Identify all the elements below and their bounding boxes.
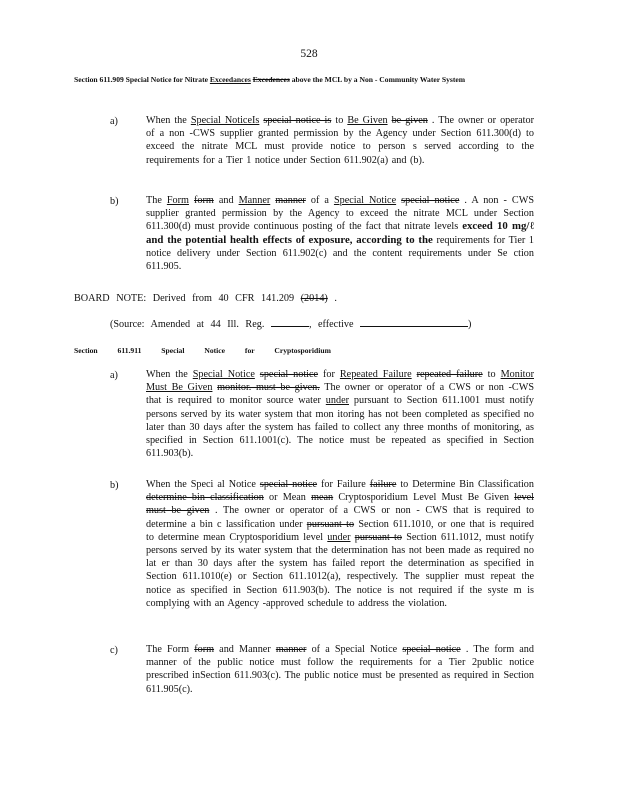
text-run: and bbox=[213, 195, 239, 206]
deleted-text: mean bbox=[311, 492, 334, 504]
inserted-text: Be Given bbox=[347, 115, 388, 126]
paragraph-909-a bbox=[146, 114, 534, 167]
text-run: requirements for Tier 1 notice delivery under Section 611.902(c) and the content requirements under Se ction 611.905. bbox=[146, 234, 534, 273]
inserted-text: under bbox=[327, 531, 351, 543]
inserted-text: Form bbox=[166, 195, 189, 206]
text-run: . A non - CWS supplier granted permission by the Agency to exceed the nitrate MCL under Section 611.300(d) must provide continuous posting of the fact that nitrate levels bbox=[146, 195, 535, 233]
source-note-suffix: ) bbox=[468, 319, 472, 330]
inserted-text: under bbox=[325, 395, 349, 407]
deleted-text: special notice bbox=[259, 479, 318, 490]
text-run: Section 611.1010, or one that is required to determine mean Cryptosporidium level bbox=[146, 518, 535, 543]
deleted-text: manner bbox=[275, 644, 307, 655]
text-run: Section 611.911 Special Notice for Cryptosporidium bbox=[74, 346, 331, 355]
inserted-text: Exceedances bbox=[209, 75, 251, 84]
text-run: of a bbox=[305, 195, 334, 206]
register-blank bbox=[271, 317, 309, 327]
deleted-text: form bbox=[193, 195, 214, 206]
deleted-text: be given bbox=[391, 115, 428, 126]
text-run: to Determine Bin Classification bbox=[396, 479, 534, 490]
board-note bbox=[74, 292, 534, 305]
text-run: . The owner or operator of a CWS or non - CWS that is required to determine a bin c lassification under bbox=[146, 505, 535, 530]
text-run: The owner or operator of a CWS or non -CWS that is required to monitor source water bbox=[146, 382, 534, 407]
text-run: above the MCL by a Non - Community Water System bbox=[289, 75, 466, 84]
item-label-909-b: b) bbox=[110, 196, 119, 207]
text-run: pursuant to Section 611.1001 must notify persons served by its water system that mon itoring has not been completed as specified no later than 30 days after the system has failed to collect any three months of monitoring, as specified in Section 611.1001(c). The notice must be repeated as specified in Section 611.903(b). bbox=[146, 395, 535, 460]
source-note-prefix: (Source: Amended at 44 Ill. Reg. bbox=[110, 319, 265, 330]
inserted-text: Monitor Must Be Given bbox=[146, 369, 534, 394]
item-label-911-b: b) bbox=[110, 480, 119, 491]
text-run: When the Speci al Notice bbox=[146, 479, 260, 490]
inserted-text: Repeated Failure bbox=[339, 369, 412, 380]
text-run: for Failure bbox=[317, 479, 370, 490]
source-note bbox=[110, 317, 530, 331]
effective-date-blank bbox=[360, 317, 468, 327]
item-label-911-c: c) bbox=[110, 645, 118, 656]
text-run: The Form bbox=[146, 644, 195, 655]
item-label-909-a: a) bbox=[110, 116, 118, 127]
inserted-text: Special NoticeIs bbox=[190, 115, 260, 126]
inserted-text: Special Notice bbox=[333, 195, 397, 206]
deleted-text: special notice bbox=[402, 644, 461, 655]
section-911-heading bbox=[74, 346, 530, 356]
deleted-text: failure bbox=[369, 479, 397, 490]
source-note-effective: effective bbox=[318, 319, 354, 330]
text-run: of a Special Notice bbox=[306, 644, 403, 655]
text-run: Cryptosporidium Level Must Be Given bbox=[333, 492, 515, 504]
text-run: When the bbox=[146, 115, 191, 126]
paragraph-911-a bbox=[146, 368, 534, 460]
page-number: 528 bbox=[300, 48, 318, 60]
paragraph-909-b bbox=[146, 194, 534, 273]
paragraph-911-b bbox=[146, 478, 534, 610]
inserted-text: Special Notice bbox=[192, 369, 255, 380]
deleted-text: special notice is bbox=[263, 115, 332, 126]
deleted-text: (2014) bbox=[300, 293, 328, 304]
text-run: to bbox=[482, 369, 501, 380]
section-909-heading bbox=[74, 75, 530, 85]
deleted-text: special notice bbox=[401, 195, 460, 206]
deleted-text: pursuant to bbox=[306, 518, 355, 530]
bold-text: exceed 10 mg/ℓ and the potential health effects of exposure, according to the bbox=[146, 220, 534, 246]
source-note-comma: , bbox=[308, 319, 312, 330]
deleted-text: determine bin classification bbox=[146, 492, 264, 504]
text-run: The bbox=[146, 195, 167, 206]
deleted-text: special notice bbox=[259, 369, 319, 380]
deleted-text: pursuant to bbox=[354, 531, 402, 543]
text-run: BOARD NOTE: Derived from 40 CFR 141.209 bbox=[74, 293, 301, 304]
text-run: or Mean bbox=[263, 492, 312, 504]
deleted-text: repeated failure bbox=[416, 369, 483, 380]
deleted-text: monitor. must be given. bbox=[217, 382, 320, 394]
text-run: When the bbox=[146, 369, 193, 380]
deleted-text: level must be given bbox=[146, 492, 534, 517]
deleted-text: Excedences bbox=[252, 75, 290, 84]
inserted-text: Manner bbox=[238, 195, 271, 206]
text-run: . The owner or operator of a non -CWS supplier granted permission by the Agency under Section 611.300(d) to exceed the nitrate MCL must provide notice to person s served according to the requirements for a Tier 1 notice under Section 611.902(a) and (b). bbox=[146, 115, 535, 166]
text-run: . bbox=[327, 293, 337, 304]
item-label-911-a: a) bbox=[110, 370, 118, 381]
deleted-text: form bbox=[194, 644, 215, 655]
text-run: and Manner bbox=[214, 644, 276, 655]
text-run: Section 611.1012, must notify persons served by its water system that the determination has not been made as required no lat er than 30 days after the system has failed report the determination as specified in Section 611.1010(e) or Section 611.1012(a), respectively. The supplier must repeat the notice as specified in Section 611.903(b). The notice is not required if the syste m is complying with an Agency -approved schedule to address the violation. bbox=[146, 531, 534, 609]
deleted-text: manner bbox=[275, 195, 306, 206]
text-run: . The form and manner of the public notice must follow the requirements for a Tier 2public notice prescribed inSection 611.903(c). The public notice must be presented as required in Section 611.905(c). bbox=[146, 644, 534, 695]
text-run: for bbox=[318, 369, 340, 380]
text-run: Section 611.909 Special Notice for Nitrate bbox=[74, 75, 210, 84]
paragraph-911-c bbox=[146, 643, 534, 696]
text-run: to bbox=[331, 115, 348, 126]
